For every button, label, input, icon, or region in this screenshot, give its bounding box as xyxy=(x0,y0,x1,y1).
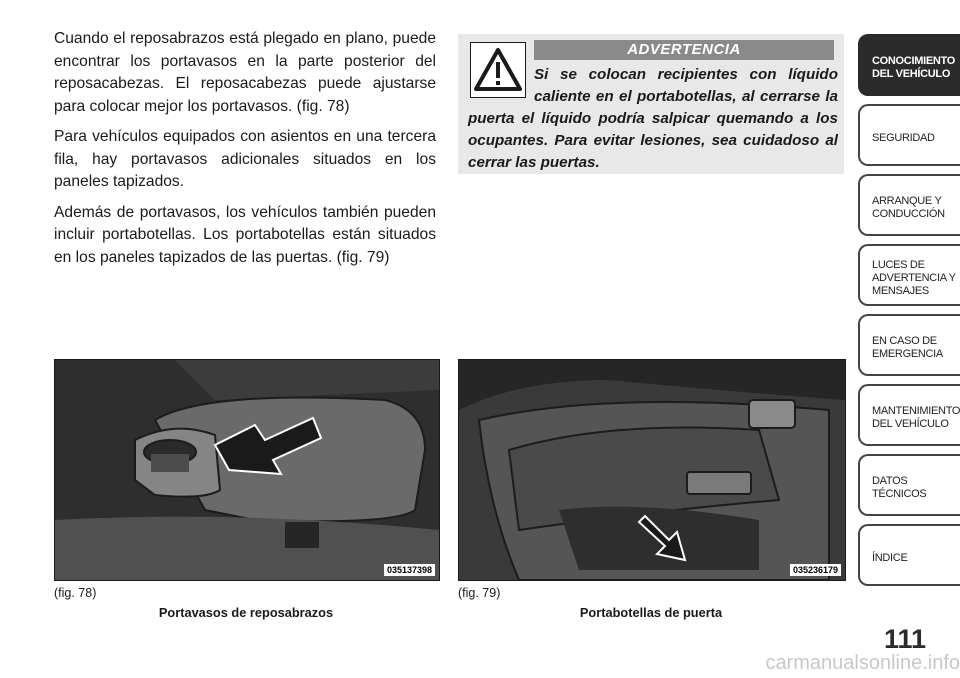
warning-text: Si se colocan recipientes con líquido caliente en el portabotellas, al cerrarse la puerta el líquido podría salpicar quemando a los ocupantes. Para evitar lesiones, sea cuidadoso al cerrar las puertas. xyxy=(468,66,838,171)
figure-79-code: 035236179 xyxy=(790,564,841,576)
tab-indice[interactable] xyxy=(858,524,960,586)
figure-79-image xyxy=(458,359,846,581)
tab-label: CONOCIMIENTO DEL VEHÍCULO xyxy=(872,55,955,80)
figure-78-code: 035137398 xyxy=(384,564,435,576)
tab-label: EN CASO DE EMERGENCIA xyxy=(872,335,943,360)
tab-label: MANTENIMIENTO DEL VEHÍCULO xyxy=(872,405,960,430)
tab-conocimiento-del-vehiculo[interactable] xyxy=(858,34,960,96)
tab-en-caso-de-emergencia[interactable] xyxy=(858,314,960,376)
figure-78-caption: Portavasos de reposabrazos xyxy=(158,605,334,620)
section-tabs xyxy=(858,34,960,594)
warning-box xyxy=(458,34,844,174)
tab-label: ARRANQUE Y CONDUCCIÓN xyxy=(872,195,945,220)
paragraph-3: Además de portavasos, los vehículos también pueden incluir portabotellas. Los portabotellas están situados en los paneles tapizados de las puertas. (fig. 79) xyxy=(54,203,436,266)
figure-78-ref: (fig. 78) xyxy=(54,586,97,600)
page-number: 111 xyxy=(883,624,927,654)
figure-79-caption: Portabotellas de puerta xyxy=(579,605,723,620)
tab-datos-tecnicos[interactable] xyxy=(858,454,960,516)
warning-title: ADVERTENCIA xyxy=(534,40,834,60)
tab-label: SEGURIDAD xyxy=(872,131,935,144)
body-text xyxy=(54,28,436,277)
figure-79-ref: (fig. 79) xyxy=(458,586,501,600)
tab-mantenimiento[interactable] xyxy=(858,384,960,446)
watermark: carmanualsonline.info xyxy=(765,652,960,674)
tab-label: LUCES DE ADVERTENCIA Y MENSAJES xyxy=(872,258,956,297)
tab-seguridad[interactable] xyxy=(858,104,960,166)
paragraph-2: Para vehículos equipados con asientos en una tercera fila, hay portavasos adicionales situados en los paneles tapizados. xyxy=(54,128,436,190)
warning-text-block xyxy=(468,64,838,174)
tab-label: ÍNDICE xyxy=(872,551,908,564)
paragraph-1: Cuando el reposabrazos está plegado en plano, puede encontrar los portavasos en la parte posterior del reposacabezas. El reposacabezas puede ajustarse para colocar mejor los portavasos. (fig. 78) xyxy=(54,30,436,115)
figure-78-image xyxy=(54,359,440,581)
tab-label: DATOS TÉCNICOS xyxy=(872,475,927,500)
tab-luces-de-advertencia[interactable] xyxy=(858,244,960,306)
tab-arranque-y-conduccion[interactable] xyxy=(858,174,960,236)
